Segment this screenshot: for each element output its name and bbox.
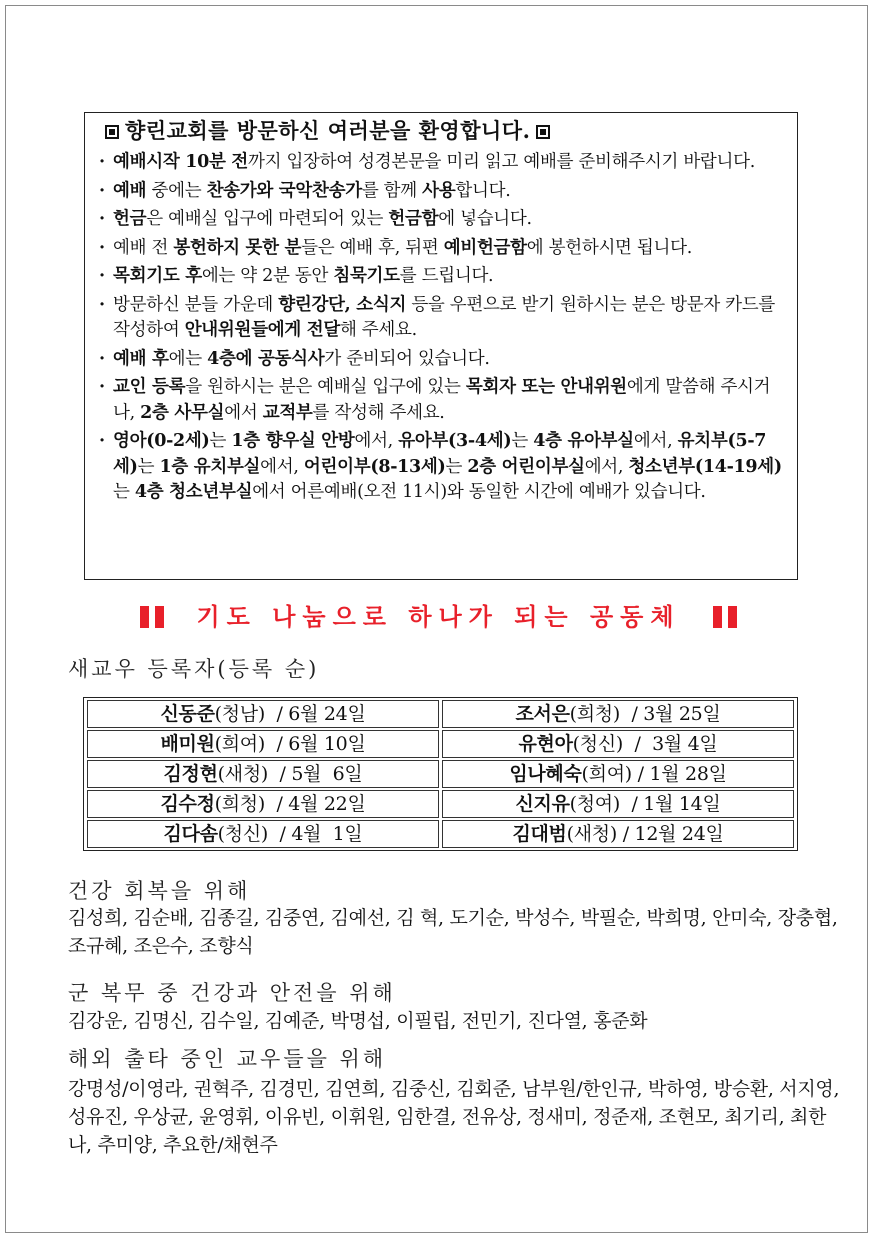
notice-item bbox=[99, 293, 789, 344]
registrant-detail: (희여) / 6월 10일 bbox=[214, 733, 366, 755]
registration-table bbox=[83, 697, 798, 851]
square-bullet-icon bbox=[536, 125, 550, 139]
registrant-cell bbox=[442, 790, 794, 818]
notice-text: 에는 약 2분 동안 bbox=[201, 266, 334, 286]
notice-text: 에게 말씀해 주시거나, bbox=[113, 377, 771, 423]
notice-emphasis: 침묵기도 bbox=[333, 266, 400, 286]
notice-emphasis: 4층 유아부실 bbox=[533, 431, 634, 451]
registrant-detail: (청남) / 6월 24일 bbox=[214, 703, 366, 725]
registrant-detail: (청신) / 3월 4일 bbox=[572, 733, 718, 755]
notice-emphasis: 찬송가와 국악찬송가 bbox=[206, 180, 362, 201]
notice-emphasis: 1층 향우실 안방 bbox=[231, 431, 355, 451]
notice-text: 에서, bbox=[260, 456, 304, 477]
notice-emphasis: 교적부 bbox=[262, 402, 313, 423]
notice-emphasis: 예배 bbox=[113, 180, 147, 201]
registrant-cell bbox=[87, 760, 439, 788]
registrant-detail: (청여) / 1월 14일 bbox=[569, 793, 721, 815]
red-bar-icon bbox=[728, 606, 737, 628]
registrant-name: 신동준 bbox=[160, 703, 215, 725]
notice-text: 합니다. bbox=[455, 180, 511, 201]
notice-text: 에서, bbox=[633, 431, 678, 451]
notice-emphasis: 1층 유치부실 bbox=[159, 456, 261, 477]
overseas-names: 강명성/이영라, 권혁주, 김경민, 김연희, 김중신, 김회준, 남부원/한인규, 박하영, 방승환, 서지영, 성유진, 우상균, 윤영휘, 이유빈, 이휘원, 임한결, 전유상, 정새미, 정준재, 조현모, 최기리, 최한나, 추미양, 추요한/채현주 bbox=[68, 1078, 840, 1156]
table-row bbox=[87, 760, 794, 788]
registrant-detail: (새청) / 12월 24일 bbox=[566, 823, 724, 845]
registrant-detail: (희청) / 4월 22일 bbox=[214, 793, 366, 815]
notice-emphasis: 영아(0-2세) bbox=[113, 431, 210, 451]
notice-text: 까지 입장하여 성경본문을 미리 읽고 예배를 준비해주시기 바랍니다. bbox=[247, 152, 756, 172]
notice-emphasis: 목회자 또는 안내위원 bbox=[465, 377, 627, 397]
notice-text: 들은 예배 후, 뒤편 bbox=[301, 237, 444, 258]
notice-item bbox=[99, 347, 789, 373]
notice-emphasis: 2층 사무실 bbox=[140, 402, 225, 423]
notice-text: 을 원하시는 분은 예배실 입구에 있는 bbox=[185, 377, 466, 397]
table-row bbox=[87, 790, 794, 818]
notice-emphasis: 2층 어린이부실 bbox=[467, 456, 585, 477]
notice-text: 해 주세요. bbox=[339, 320, 417, 340]
registrant-detail: (희청) / 3월 25일 bbox=[569, 703, 721, 725]
notice-text: 에는 bbox=[168, 348, 208, 369]
notice-item bbox=[99, 429, 789, 506]
notice-item bbox=[99, 150, 789, 176]
registrant-name: 김수정 bbox=[160, 793, 215, 815]
notice-text: 는 bbox=[445, 456, 468, 477]
notice-emphasis: 예비헌금함 bbox=[443, 237, 527, 258]
registrant-name: 임나혜숙 bbox=[509, 763, 582, 785]
registration-heading: 새교우 등록자(등록 순) bbox=[68, 657, 320, 681]
registrant-name: 조서은 bbox=[515, 703, 570, 725]
notice-text: 는 bbox=[113, 482, 135, 502]
notice-emphasis: 향린강단, 소식지 bbox=[278, 294, 407, 315]
registrant-cell bbox=[442, 700, 794, 728]
notice-text: 등을 우편으로 받기 원하시는 분은 방문자 카드를 작성하여 bbox=[113, 294, 776, 340]
registrant-cell bbox=[442, 760, 794, 788]
notice-text: 를 작성해 주세요. bbox=[312, 402, 445, 423]
table-row bbox=[87, 820, 794, 848]
notice-emphasis: 청소년부(14-19세) bbox=[628, 456, 782, 477]
notice-text: 예배 전 bbox=[113, 237, 174, 258]
notice-text: 은 예배실 입구에 마련되어 있는 bbox=[146, 209, 389, 229]
prayer-heading bbox=[0, 600, 877, 634]
notice-item bbox=[99, 264, 789, 290]
military-names: 김강운, 김명신, 김수일, 김예준, 박명섭, 이필립, 전민기, 진다열, 홍준화 bbox=[68, 1010, 648, 1032]
notice-text: 에서, bbox=[584, 456, 629, 477]
notice-emphasis: 교인 등록 bbox=[113, 377, 186, 397]
notice-emphasis: 헌금함 bbox=[388, 209, 439, 229]
welcome-title bbox=[99, 116, 789, 146]
notice-emphasis: 헌금 bbox=[113, 209, 147, 229]
welcome-title-text: 향린교회를 방문하신 여러분을 환영합니다. bbox=[125, 118, 531, 143]
registrant-cell bbox=[442, 820, 794, 848]
notice-emphasis: 안내위원들에게 전달 bbox=[184, 320, 340, 340]
notice-item bbox=[99, 375, 789, 426]
registrant-name: 배미원 bbox=[160, 733, 215, 755]
health-heading: 건강 회복을 위해 bbox=[68, 879, 251, 903]
registrant-cell bbox=[87, 790, 439, 818]
notice-text: 중에는 bbox=[146, 180, 207, 201]
notice-text: 가 준비되어 있습니다. bbox=[324, 348, 490, 369]
notice-emphasis: 어린이부(8-13세) bbox=[303, 456, 446, 477]
notice-text: 는 bbox=[137, 456, 160, 477]
registrant-detail: (희여) / 1월 28일 bbox=[581, 763, 727, 785]
notice-emphasis: 봉헌하지 못한 분 bbox=[173, 237, 302, 258]
registrant-name: 김대범 bbox=[512, 823, 567, 845]
registrant-cell bbox=[87, 730, 439, 758]
red-bar-icon bbox=[140, 606, 149, 628]
red-bar-icon bbox=[155, 606, 164, 628]
registrant-cell bbox=[87, 820, 439, 848]
registrant-name: 신지유 bbox=[515, 793, 570, 815]
notice-emphasis: 예배 후 bbox=[113, 348, 169, 369]
notice-emphasis: 유치부(5-7세) bbox=[113, 431, 767, 477]
notice-text: 에 넣습니다. bbox=[438, 209, 532, 229]
notice-item bbox=[99, 207, 789, 233]
notice-emphasis: 유아부(3-4세) bbox=[398, 431, 512, 451]
prayer-heading-text: 기도 나눔으로 하나가 되는 공동체 bbox=[196, 602, 681, 631]
red-bar-icon bbox=[713, 606, 722, 628]
health-names: 김성희, 김순배, 김종길, 김중연, 김예선, 김 혁, 도기순, 박성수, 박필순, 박희명, 안미숙, 장충협, 조규혜, 조은수, 조향식 bbox=[68, 907, 838, 957]
registrant-cell bbox=[87, 700, 439, 728]
notice-text: 방문하신 분들 가운데 bbox=[113, 294, 279, 315]
registrant-name: 김정현 bbox=[163, 763, 218, 785]
registrant-name: 유현아 bbox=[518, 733, 573, 755]
notice-text: 는 bbox=[209, 431, 232, 451]
registrant-detail: (새청) / 5월 6일 bbox=[217, 763, 363, 785]
notice-emphasis: 사용 bbox=[422, 180, 456, 201]
overseas-heading: 해외 출타 중인 교우들을 위해 bbox=[68, 1047, 387, 1071]
notice-text: 를 드립니다. bbox=[399, 266, 494, 286]
notice-text: 는 bbox=[511, 431, 534, 451]
table-row bbox=[87, 730, 794, 758]
military-heading: 군 복무 중 건강과 안전을 위해 bbox=[68, 981, 396, 1005]
notice-text: 에서, bbox=[354, 431, 399, 451]
notice-item bbox=[99, 236, 789, 262]
square-bullet-icon bbox=[105, 125, 119, 139]
notice-text: 에서 bbox=[224, 402, 263, 423]
welcome-box bbox=[84, 112, 798, 580]
registrant-detail: (청신) / 4월 1일 bbox=[217, 823, 363, 845]
notice-emphasis: 4층에 공동식사 bbox=[207, 348, 325, 369]
registrant-name: 김다솜 bbox=[163, 823, 218, 845]
table-row bbox=[87, 700, 794, 728]
notice-emphasis: 4층 청소년부실 bbox=[134, 482, 253, 502]
notice-list bbox=[99, 150, 789, 506]
notice-item bbox=[99, 179, 789, 205]
notice-emphasis: 예배시작 10분 전 bbox=[113, 152, 248, 172]
notice-text: 에서 어른예배(오전 11시)와 동일한 시간에 예배가 있습니다. bbox=[252, 482, 706, 502]
notice-text: 를 함께 bbox=[361, 180, 423, 201]
notice-emphasis: 목회기도 후 bbox=[113, 266, 202, 286]
registrant-cell bbox=[442, 730, 794, 758]
notice-text: 에 봉헌하시면 됩니다. bbox=[526, 237, 692, 258]
